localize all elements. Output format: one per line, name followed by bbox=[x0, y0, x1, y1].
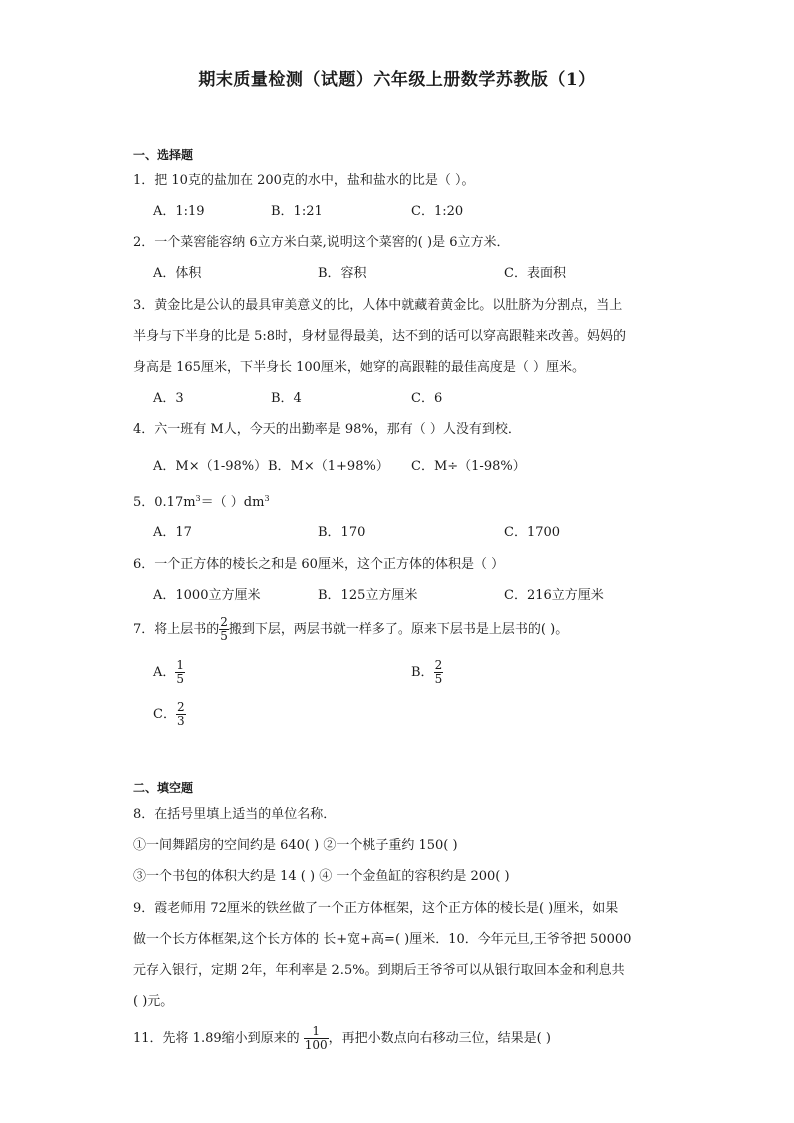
q3-option-a: A．3 bbox=[153, 391, 184, 406]
q11-fraction: $\frac{1}{100}$ bbox=[304, 1024, 328, 1052]
q7-option-b: B． $\frac{2}{5}$ bbox=[411, 658, 443, 686]
q5-exponent-a: 3 bbox=[195, 494, 201, 503]
q7-text-a: 7．将上层书的 bbox=[133, 622, 220, 637]
q7-option-c: C． $\frac{2}{3}$ bbox=[153, 700, 185, 728]
question-7 bbox=[133, 613, 568, 647]
question-1: 1．把 10克的盐加在 200克的水中，盐和盐水的比是（ ）。 bbox=[133, 173, 475, 188]
q6-option-b: B．125立方厘米 bbox=[318, 588, 418, 603]
section-heading-fill: 二、填空题 bbox=[133, 781, 194, 795]
section-heading-choice: 一、选择题 bbox=[133, 148, 194, 162]
q11-text-a: 11．先将 1.89缩小到原来的 bbox=[133, 1031, 300, 1046]
q1-option-c: C．1:20 bbox=[411, 204, 464, 219]
q5-option-b: B．170 bbox=[318, 525, 366, 540]
question-10-line-1: 元存入银行，定期 2年，年利率是 2.5%。到期后王爷爷可以从银行取回本金和利息共 bbox=[133, 963, 625, 978]
question-6: 6．一个正方体的棱长之和是 60厘米，这个正方体的体积是（ ） bbox=[133, 557, 505, 572]
question-10-line-2: ( )元。 bbox=[133, 994, 174, 1009]
q7-text-b: 搬到下层，两层书就一样多了。原来下层书是上层书的( )。 bbox=[228, 622, 569, 637]
question-11 bbox=[133, 1021, 551, 1057]
q4-option-a: A．M×（1-98%） bbox=[153, 459, 268, 474]
q1-option-b: B．1:21 bbox=[271, 204, 323, 219]
page-title: 期末质量检测（试题）六年级上册数学苏教版（1） bbox=[198, 70, 596, 90]
question-9-line-2: 做一个长方体框架,这个长方体的 长+宽+高=( )厘米．10．今年元旦,王爷爷把 50000 bbox=[133, 932, 632, 947]
question-9-line-1: 9．霞老师用 72厘米的铁丝做了一个正方体框架，这个正方体的棱长是( )厘米，如果 bbox=[133, 901, 619, 916]
q8-row-1: ①一间舞蹈房的空间约是 640( ) ②一个桃子重约 150( ) bbox=[133, 838, 458, 853]
question-3-line-1: 3．黄金比是公认的最具审美意义的比，人体中就藏着黄金比。以肚脐为分割点，当上 bbox=[133, 298, 623, 313]
q5-option-c: C．1700 bbox=[504, 525, 561, 540]
question-5 bbox=[133, 494, 270, 512]
q6-option-a: A．1000立方厘米 bbox=[153, 588, 261, 603]
q2-option-c: C．表面积 bbox=[504, 266, 566, 281]
q4-option-c: C．M÷（1-98%） bbox=[411, 459, 526, 474]
q7-fraction: $\frac{2}{5}$ bbox=[220, 615, 228, 643]
question-3-line-2: 半身与下半身的比是 5:8时，身材显得最美，达不到的话可以穿高跟鞋来改善。妈妈的 bbox=[133, 329, 627, 344]
q2-option-b: B．容积 bbox=[318, 266, 367, 281]
q7-option-a: A． $\frac{1}{5}$ bbox=[153, 658, 185, 686]
q3-option-b: B．4 bbox=[271, 391, 302, 406]
q5-text-b: ＝（ ）dm bbox=[200, 495, 265, 510]
q5-text-a: 5．0.17m bbox=[133, 495, 196, 510]
question-4: 4．六一班有 M人，今天的出勤率是 98%，那有（ ）人没有到校． bbox=[133, 422, 521, 437]
q8-row-2: ③一个书包的体积大约是 14 ( ) ④ 一个金鱼缸的容积约是 200( ) bbox=[133, 869, 510, 884]
q6-option-c: C．216立方厘米 bbox=[504, 588, 604, 603]
q11-text-b: ，再把小数点向右移动三位，结果是( ) bbox=[328, 1031, 551, 1046]
question-2: 2．一个菜窖能容纳 6立方米白菜,说明这个菜窖的( )是 6立方米． bbox=[133, 235, 510, 250]
question-8: 8．在括号里填上适当的单位名称． bbox=[133, 807, 337, 822]
q2-option-a: A．体积 bbox=[153, 266, 202, 281]
q5-exponent-b: 3 bbox=[264, 494, 270, 503]
q4-option-b: B．M×（1+98%） bbox=[268, 459, 389, 474]
question-3-line-3: 身高是 165厘米，下半身长 100厘米，她穿的高跟鞋的最佳高度是（ ）厘米。 bbox=[133, 360, 586, 375]
q1-option-a: A．1:19 bbox=[153, 204, 205, 219]
q5-option-a: A．17 bbox=[153, 525, 192, 540]
q3-option-c: C．6 bbox=[411, 391, 443, 406]
